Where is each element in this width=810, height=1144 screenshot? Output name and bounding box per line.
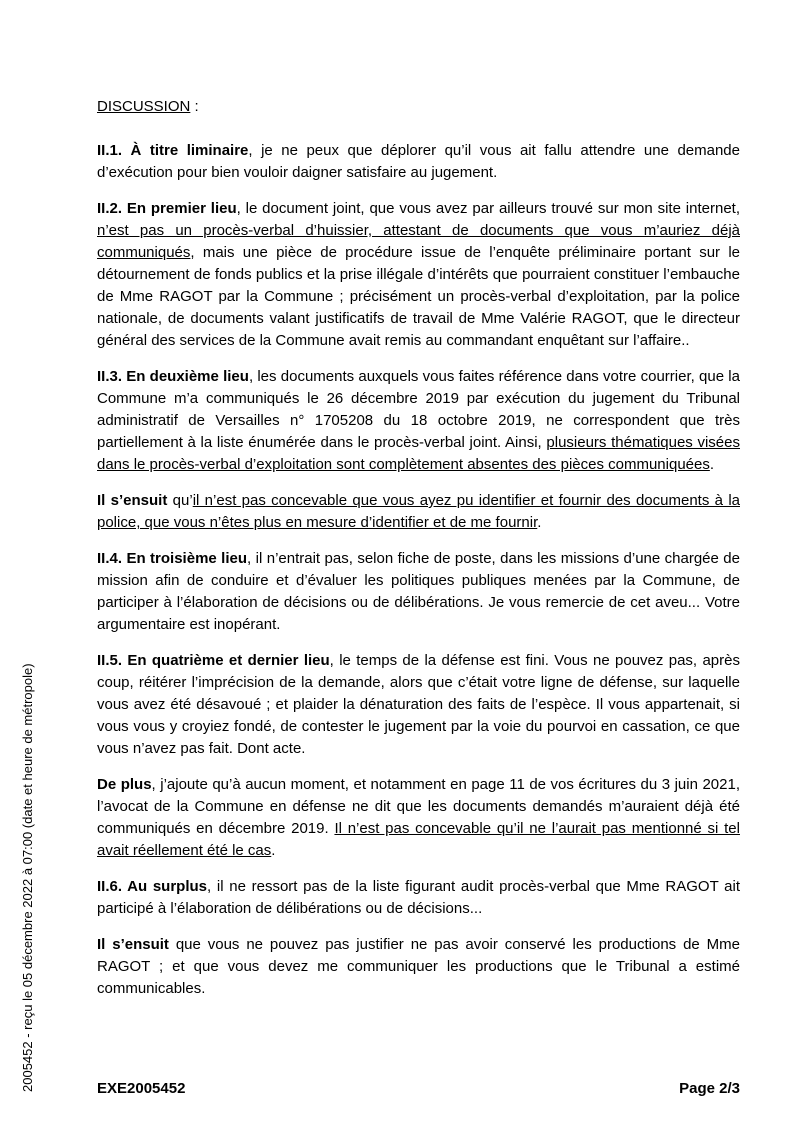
text-run: II.2. En premier lieu: [97, 200, 237, 217]
text-run: II.5. En quatrième et dernier lieu: [97, 652, 330, 669]
text-run: De plus: [97, 776, 152, 793]
text-run: Il s’ensuit: [97, 492, 168, 509]
text-run: II.3. En deuxième lieu: [97, 368, 249, 385]
text-run: plusieurs thématiques visées dans le procès-verbal d’exploitation sont complètement absentes des pièces communiquées: [97, 434, 740, 473]
text-run: , il ne ressort pas de la liste figurant audit procès-verbal que Mme RAGOT ait participé à l’élaboration de délibérations ou de décisions...: [97, 878, 740, 917]
page-footer: [97, 1080, 740, 1098]
text-run: .: [537, 514, 542, 531]
paragraph-il-sensuit-2: [97, 934, 740, 1000]
text-run: .: [709, 456, 715, 473]
received-stamp-vertical-text: 2005452 - reçu le 05 décembre 2022 à 07:00 (date et heure de métropole): [20, 663, 35, 1092]
text-run: .: [271, 842, 276, 859]
paragraph-ii5: [97, 650, 740, 760]
text-run: II.6. Au surplus: [97, 878, 208, 895]
text-run: Il n’est pas concevable qu’il ne l’aurait pas mentionné si tel avait réellement été le cas: [97, 820, 740, 859]
text-run: :: [190, 98, 199, 115]
text-run: , mais une pièce de procédure issue de l’enquête préliminaire portant sur le détournement de fonds publics et la prise illégale d’intérêts que pourraient constituer l’embauche de Mme RAGOT par la Commune ; précisément un procès-verbal d’exploitation, par la police nationale, de documents valant justificatifs de travail de Mme Valérie RAGOT, que le directeur général des services de la Commune avait remis au commandant enquêtant sur l’affaire..: [97, 244, 740, 349]
text-run: II.4. En troisième lieu: [97, 550, 248, 567]
paragraph-ii4: [97, 548, 740, 636]
text-run: , les documents auxquels vous faites référence dans votre courrier, que la Commune m’a communiqués le 26 décembre 2019 par exécution du jugement du Tribunal administratif de Versailles n° 1705208 du 18 octobre 2019, ne correspondent que très partiellement à la liste énumérée dans le procès-verbal joint. Ainsi,: [97, 368, 740, 451]
text-run: , le temps de la défense est fini. Vous ne pouvez pas, après coup, réitérer l’imprécision de la demande, alors que c’était votre ligne de défense, sur laquelle vous avez été désavoué ; et plaider la dénaturation des faits de l’espèce. Il vous appartenait, si vous vous y croyiez fondé, de contester le jugement par la voie du pourvoi en cassation, ce que vous n’avez pas fait. Dont acte.: [97, 652, 740, 757]
document-content: [97, 96, 740, 1000]
footer-reference: EXE2005452: [97, 1080, 186, 1097]
text-run: il n’est pas concevable que vous ayez pu identifier et fournir des documents à la police, que vous n’êtes plus en mesure d’identifier et de me fournir: [97, 492, 740, 531]
paragraph-ii6: [97, 876, 740, 920]
paragraph-il-sensuit-1: [97, 490, 740, 534]
text-run: Il s’ensuit: [97, 936, 169, 953]
text-run: , il n’entrait pas, selon fiche de poste, dans les missions d’une chargée de mission afin de conduire et d’évaluer les politiques publiques menées par la Commune, de participer à l’élaboration de décisions ou de délibérations. Je vous remercie de cet aveu... Votre argumentaire est inopérant.: [97, 550, 740, 633]
text-run: , j’ajoute qu’à aucun moment, et notamment en page 11 de vos écritures du 3 juin 2021, l’avocat de la Commune en défense ne dit que les documents demandés m’auraient déjà été communiqués en décembre 2019.: [97, 776, 740, 837]
text-run: , le document joint, que vous avez par ailleurs trouvé sur mon site internet,: [236, 200, 740, 217]
paragraph-ii3: [97, 366, 740, 476]
paragraph-de-plus: [97, 774, 740, 862]
text-run: II.1. À titre liminaire: [97, 142, 249, 159]
text-run: qu’: [167, 492, 193, 509]
text-run: que vous ne pouvez pas justifier ne pas avoir conservé les productions de Mme RAGOT ; et que vous devez me communiquer les productions que le Tribunal a estimé communicables.: [97, 936, 740, 997]
discussion-heading: [97, 96, 740, 118]
paragraph-ii1: [97, 140, 740, 184]
text-run: , je ne peux que déplorer qu’il vous ait fallu attendre une demande d’exécution pour bien vouloir daigner satisfaire au jugement.: [97, 142, 740, 181]
footer-page-number: Page 2/3: [679, 1080, 740, 1097]
text-run: DISCUSSION: [97, 98, 191, 115]
text-run: n’est pas un procès-verbal d’huissier, attestant de documents que vous m’auriez déjà communiqués: [97, 222, 740, 261]
paragraph-ii2: [97, 198, 740, 352]
